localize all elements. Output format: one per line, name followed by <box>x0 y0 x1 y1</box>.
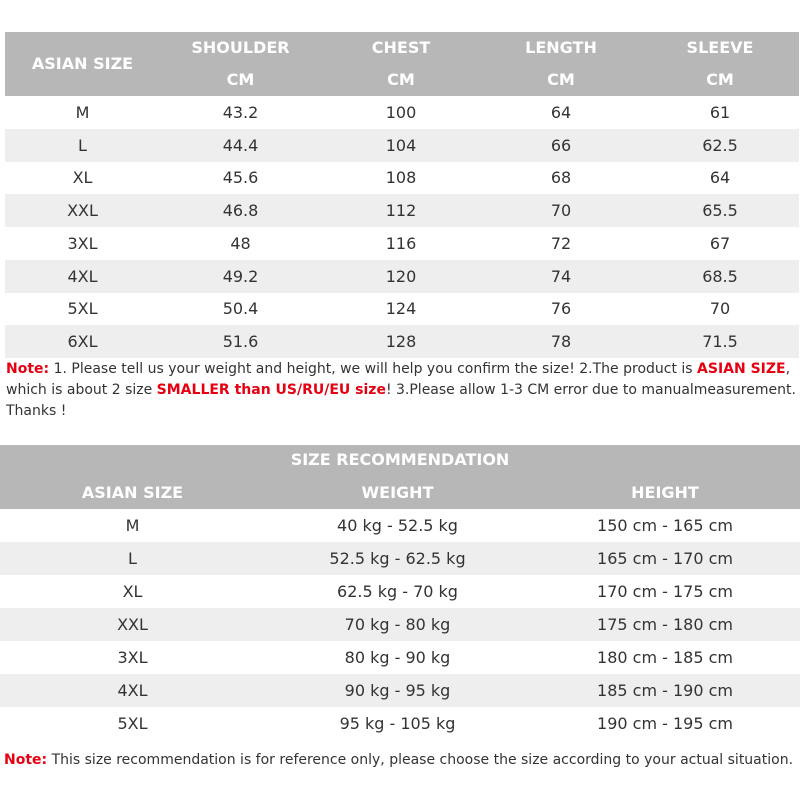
table-row <box>5 227 799 260</box>
recommendation-body <box>0 509 800 740</box>
cell-length: 72 <box>550 233 572 253</box>
size-chart-table <box>5 32 799 358</box>
table-row <box>0 608 800 641</box>
table-row <box>5 325 799 358</box>
cell-size: L <box>78 135 87 155</box>
table-row <box>5 260 799 293</box>
size-recommendation-table <box>0 445 800 740</box>
recommendation-header <box>0 445 800 509</box>
cell-sleeve: 61 <box>709 102 731 122</box>
cell-size: 3XL <box>117 648 148 667</box>
cell-length: 76 <box>550 299 572 319</box>
cell-sleeve: 70 <box>709 299 731 319</box>
table-row <box>0 674 800 707</box>
table-row <box>0 575 800 608</box>
note-label: Note: <box>6 361 50 377</box>
table-row <box>0 542 800 575</box>
cell-shoulder: 46.8 <box>222 201 259 221</box>
cell-size: 6XL <box>67 332 98 352</box>
table-row <box>0 509 800 542</box>
size-chart-header <box>5 32 799 96</box>
cell-shoulder: 43.2 <box>222 102 259 122</box>
note-highlight-asian-size: ASIAN SIZE <box>697 361 786 377</box>
cell-height: 165 cm - 170 cm <box>597 549 733 568</box>
cell-height: 190 cm - 195 cm <box>597 714 733 733</box>
cell-chest: 124 <box>385 299 417 319</box>
cell-shoulder: 50.4 <box>222 299 259 319</box>
table-row <box>0 707 800 740</box>
header-asian-size: ASIAN SIZE <box>31 54 134 73</box>
cell-size: M <box>75 102 90 122</box>
cell-chest: 120 <box>385 266 417 286</box>
cell-weight: 40 kg - 52.5 kg <box>337 516 458 535</box>
cell-height: 185 cm - 190 cm <box>597 681 733 700</box>
cell-chest: 128 <box>385 332 417 352</box>
cell-size: XL <box>122 582 143 601</box>
cell-chest: 112 <box>385 201 417 221</box>
cell-size: XL <box>72 168 93 188</box>
cell-chest: 108 <box>385 168 417 188</box>
cell-size: 4XL <box>117 681 148 700</box>
recommendation-note <box>4 750 794 771</box>
size-chart-body <box>5 96 799 358</box>
cell-chest: 104 <box>385 135 417 155</box>
note2-label: Note: <box>4 752 48 768</box>
table-row <box>5 129 799 162</box>
cell-shoulder: 48 <box>230 233 251 253</box>
table-row <box>0 641 800 674</box>
header-chest: CHEST CM <box>371 38 431 89</box>
cell-weight: 95 kg - 105 kg <box>339 714 456 733</box>
cell-size: XXL <box>67 201 98 221</box>
cell-length: 66 <box>550 135 572 155</box>
cell-height: 175 cm - 180 cm <box>597 615 733 634</box>
cell-shoulder: 45.6 <box>222 168 259 188</box>
note2-text: This size recommendation is for reference only, please choose the size according to your actual situation. <box>47 752 794 768</box>
cell-weight: 70 kg - 80 kg <box>344 615 451 634</box>
cell-shoulder: 44.4 <box>222 135 259 155</box>
note-text-part3: ! 3.Please allow 1-3 CM error due to manualmeasurement. Thanks ! <box>6 382 796 419</box>
note-text-part1: 1. Please tell us your weight and height, we will help you confirm the size! 2.The product is <box>49 361 698 377</box>
cell-sleeve: 71.5 <box>702 332 738 352</box>
header-sleeve: SLEEVE CM <box>686 38 754 89</box>
cell-height: 170 cm - 175 cm <box>597 582 733 601</box>
cell-chest: 100 <box>385 102 417 122</box>
cell-sleeve: 65.5 <box>702 201 738 221</box>
cell-weight: 90 kg - 95 kg <box>344 681 451 700</box>
cell-size: 5XL <box>67 299 98 319</box>
rec-header-height: HEIGHT <box>631 483 699 502</box>
size-note <box>6 359 796 422</box>
cell-size: M <box>125 516 140 535</box>
cell-weight: 62.5 kg - 70 kg <box>337 582 458 601</box>
cell-chest: 116 <box>385 233 417 253</box>
note-highlight-smaller: SMALLER than US/RU/EU size <box>156 382 386 398</box>
cell-size: 5XL <box>117 714 148 733</box>
table-row <box>5 293 799 326</box>
header-length: LENGTH CM <box>525 38 597 89</box>
table-row <box>5 194 799 227</box>
note-text-part2: , which is about 2 size <box>6 361 791 398</box>
cell-size: 4XL <box>67 266 98 286</box>
table-row <box>5 96 799 129</box>
cell-weight: 52.5 kg - 62.5 kg <box>329 549 466 568</box>
cell-size: XXL <box>117 615 148 634</box>
cell-length: 70 <box>550 201 572 221</box>
cell-length: 78 <box>550 332 572 352</box>
header-shoulder: SHOULDER CM <box>191 38 290 89</box>
cell-height: 150 cm - 165 cm <box>597 516 733 535</box>
cell-size: L <box>128 549 137 568</box>
rec-header-asian-size: ASIAN SIZE <box>81 483 184 502</box>
cell-length: 74 <box>550 266 572 286</box>
cell-weight: 80 kg - 90 kg <box>344 648 451 667</box>
cell-shoulder: 51.6 <box>222 332 259 352</box>
cell-sleeve: 64 <box>709 168 731 188</box>
cell-shoulder: 49.2 <box>222 266 259 286</box>
cell-size: 3XL <box>67 233 98 253</box>
cell-sleeve: 68.5 <box>702 266 738 286</box>
cell-length: 64 <box>550 102 572 122</box>
cell-sleeve: 67 <box>709 233 731 253</box>
cell-height: 180 cm - 185 cm <box>597 648 733 667</box>
cell-length: 68 <box>550 168 572 188</box>
cell-sleeve: 62.5 <box>702 135 738 155</box>
table-row <box>5 162 799 195</box>
rec-header-weight: WEIGHT <box>361 483 434 502</box>
recommendation-title: SIZE RECOMMENDATION <box>290 450 510 469</box>
